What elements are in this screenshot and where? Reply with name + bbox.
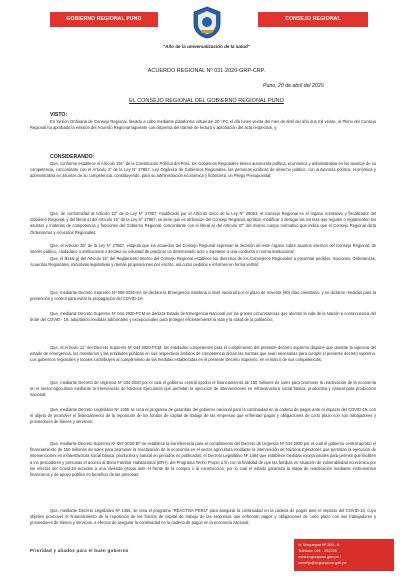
agreement-number: ACUERDO REGIONAL Nº 031-2020-GRP-CRP. <box>147 68 266 74</box>
considerando-paragraph: Que, mediante Decreto Supremo Nº 057-2020-EF se establece la transferencia para el cumplimiento del Decreto de Urgencia Nº 034-2020 por el cual el gobierno central aprobó el financiamiento de 150 millones de soles para promover la reactivación de la economía en el sector agricultura mediante la intervención de Núcleos Ejecutores que permitan la ejecución de intervenciones en infraestructura social básica, productiva y natural en periodos no publicados; el Decreto Legislativo Nº 1464 que establece medidas excepcionales para permitir que faciliten a los pescadores y personas el acceso al Bono Familiar Habitacional (BFH), del Programa Techo Propio a fin con la finalidad de que las familias en situación de vulnerabilidad económica por los efectos del Covid-19 accedan a una vivienda propia ante el frente de la compra o la construcción, por lo cual el estado garantiza la etapa de reactivación mediante instrumentos financieros y de apoyo público en beneficio de las personas; <box>30 441 376 478</box>
document-title: EL CONSEJO REGIONAL DEL GOBIERNO REGIONAL PUNO <box>129 98 284 104</box>
considerando-paragraph: Que, mediante Decreto de Urgencia Nº 034-2020 por el cual el gobierno central aprobó el financiamiento de 150 millones de soles para promover la reactivación de la economía en el sector agricultura mediante la intervención de Núcleos Ejecutores que permitan la ejecución de intervenciones en infraestructura social básica, productiva y natural para producción nacional; <box>30 380 376 398</box>
footer-address: Jr. Moquegua Nº 269 - A <box>298 543 340 547</box>
considerando-paragraph: Que, mediante Decreto Supremo Nº 008-2020-SA se declara la Emergencia Sanitaria a nivel nacional por el plazo de noventa (90) días calendario, y se dictaron medidas para la prevención y control para evitar la propagación del COVID-19; <box>30 290 376 302</box>
footer-slogan: Prioridad y aliados para el buen gobierno <box>30 548 129 553</box>
footer-phone: Teléfono: 051 - 352220 <box>298 549 337 553</box>
considerando-paragraph: Que, de conformidad al Artículo 13° de la Ley N° 27867, modificado por el Artículo único de la Ley N° 29053, el Consejo Regional es el órgano normativo y fiscalizador del Gobierno Regional, y del literal a) del Artículo 15° de la Ley N° 27867, se tiene que es atribución del Consejo Regional, aprobar, modificar o derogar las normas que regulen o reglamenten los asuntos y materias de competencia y funciones del Gobierno Regional, concordante con el literal a) del Artículo 37° del mismo cuerpo normativo que indica que el Consejo Regional dicta Ordenanzas y Acuerdos Regionales; <box>30 211 376 235</box>
footer-contact-box <box>294 539 394 571</box>
header-right-banner <box>258 12 368 27</box>
header-right-label: CONSEJO REGIONAL <box>285 16 341 22</box>
considerando-paragraph: Que, conforme establece el Artículo 191° de la Constitución Política del Perú, los Gobiernos Regionales tienen autonomía política, económica y administrativa en los asuntos de su competencia, concordante con el Artículo 2° de la Ley N° 27867, Ley Orgánica de Gobiernos Regionales, las personas jurídicas de derecho público, con autonomía política, económica y administrativa en asuntos de su competencia, constituyendo, para su administración económica y financiera, un Pliego Presupuestal; <box>30 161 376 179</box>
visto-paragraph <box>30 119 376 131</box>
considerando-paragraph: Que, el Artículo 11° del Decreto Supremo Nº 044-2020-PCM, las entidades competentes para el cumplimiento del presente decreto supremo dispone que durante la vigencia del estado de emergencia, los ministerios y las entidades públicas en sus respectivos ámbitos de competencia dictan las normas que sean necesarias para cumplir el presente decreto supremo. Los gobiernos regionales y locales contribuyen al cumplimiento de las medidas establecidas en el presente Decreto Supremo, en el marco de sus competencias; <box>30 345 376 363</box>
document-date: Puno, 20 de abril del 2020. <box>262 83 325 89</box>
header-left-label: GOBIERNO REGIONAL PUNO <box>66 16 142 22</box>
considerando-paragraph: Que, mediante Decreto Supremo Nº 044-2020-PCM se declara Estado de Emergencia Nacional por las graves circunstancias que afectan la vida de la Nación a consecuencia del brote del COVID - 19, adoptando medidas adicionales y excepcionales para proteger eficientemente la vida y la salud de la población; <box>30 311 376 323</box>
considerando-paragraph: Que, mediante Decreto Legislativo Nº 1455 se crea el programa de garantías del gobierno nacional para la continuidad en la cadena de pagos ante el impacto del COVID-19, con el objeto de promover el financiamiento de la reposición de los fondos de capital de trabajo de las empresas que enfrentan pagos y obligaciones de corto plazo con sus trabajadores y proveedores de bienes y servicios; <box>30 407 376 425</box>
considerando-paragraph: Que, el Artículo 39° de la Ley N° 27867, estipula que los acuerdos del Consejo Regional expresan la decisión de este órgano sobre asuntos internos del Consejo Regional, de interés público, ciudadano o institucional o declara su voluntad de practicar un determinado acto o sujetarse a una conducta o norma institucional; <box>30 243 376 255</box>
considerando-paragraph: Que, mediante Decreto Legislativo Nº 1455, se crea el programa "REACTIVA PERÚ" para asegurar la continuidad en la cadena de pagos ante el impacto del COVID-19, cuyo objetivo promover el financiamiento de la reposición de los fondos de capital de trabajo de las empresas que enfrentan pagos y obligaciones de corto plazo con sus trabajadores y proveedores de bienes y servicios, a efectos de asegurar la continuidad en la cadena de pagos en la economía nacional; <box>30 508 376 526</box>
considerando-heading: CONSIDERANDO: <box>50 154 95 160</box>
regional-logo <box>192 6 222 39</box>
year-motto: "Año de la universalización de la salud" <box>162 44 251 49</box>
visto-text: En Sesión Ordinaria de Consejo Regional, llevado a cabo mediante plataforma virtual así 20 l PC el día lunes veinte del mes de abril del año dos mil veinte, el Pleno del Consejo Regional ha aprobado la emisión del Acuerdo Regional siguiente con dispensa del trámite de lectura y aprobación del acta respectiva, y; <box>30 119 376 131</box>
visto-heading: VISTO: <box>50 112 68 118</box>
considerando-paragraph: Que, el literal g) del Artículo 15° del Reglamento Interno del Consejo Regional establece los derechos de los Consejeros Regionales a presentar pedidos, mociones, Ordenanzas, Acuerdos Regionales, iniciativas legislativas y demás proposiciones por escrito, así como pedidos e informes en forma verbal; <box>30 256 376 268</box>
footer-web: www.regionpuno.gob.pe / consejo@regionpuno.gob.pe <box>298 555 347 565</box>
header-left-banner <box>50 12 158 27</box>
